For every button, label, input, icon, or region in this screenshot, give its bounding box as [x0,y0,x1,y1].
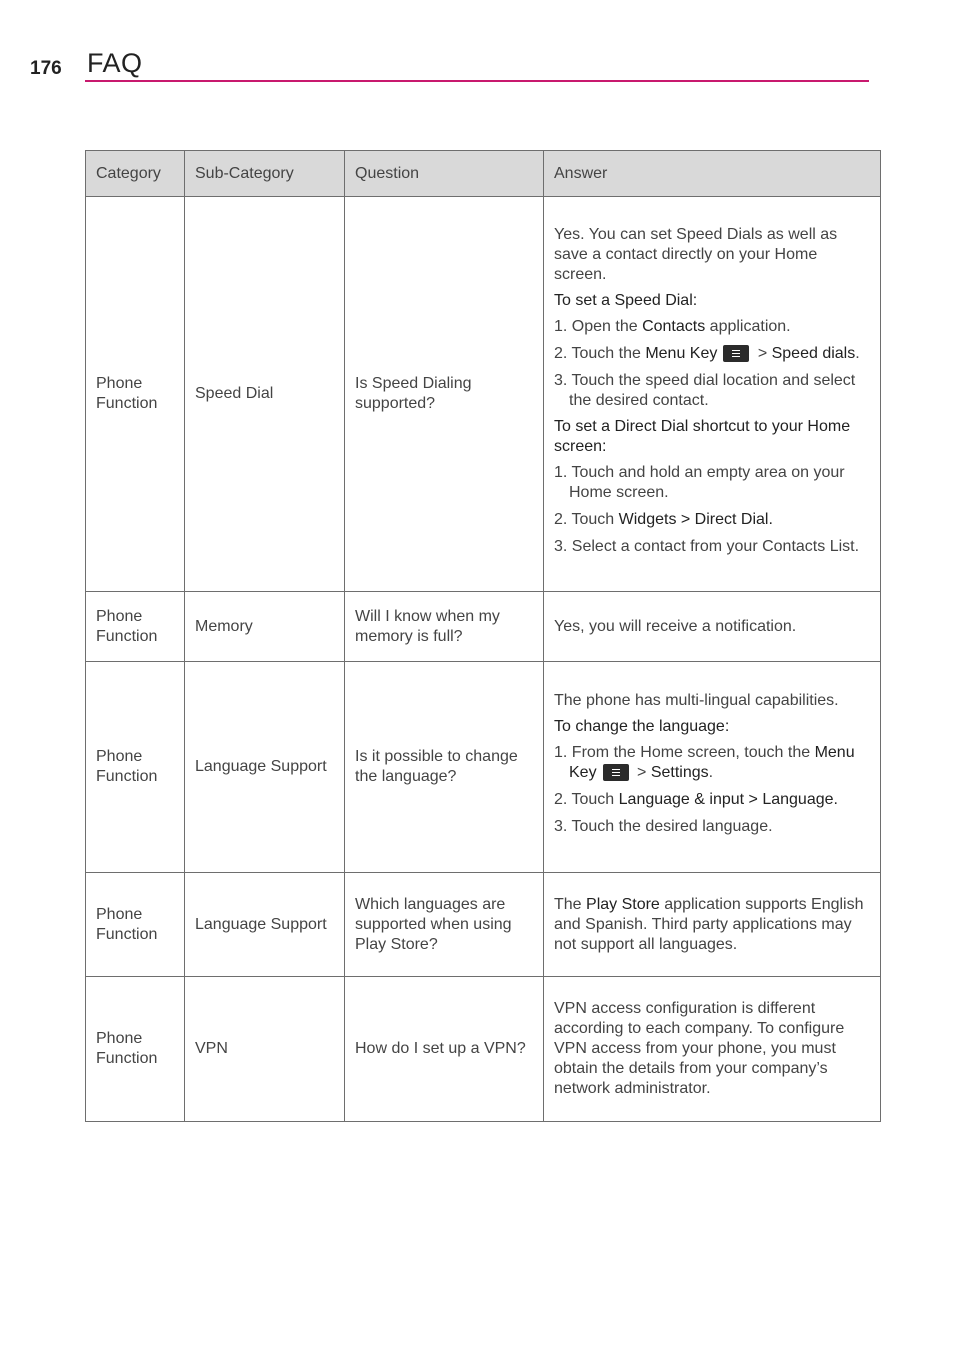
cell-category: Phone Function [86,592,185,662]
column-header-answer: Answer [544,151,881,197]
cell-subcategory: Language Support [185,662,345,873]
menu-key-icon [723,345,749,362]
answer-keyword: Play Store [586,895,660,913]
step-text: Open the [571,318,643,335]
page-title: FAQ [87,48,143,78]
menu-key-icon [603,764,629,781]
table-header-row [86,151,881,197]
cell-category: Phone Function [86,197,185,592]
cell-answer: Yes, you will receive a notification. [544,592,881,662]
step-text: From the Home screen, touch the [571,744,815,761]
step-text: Touch the [571,345,646,362]
page-number: 176 [30,58,62,79]
table-row [86,873,881,977]
step-text: application. [705,318,791,335]
cell-answer [544,197,881,592]
cell-question: Is it possible to change the language? [345,662,544,873]
list-item: 2. Touch Widgets > Direct Dial. [554,511,773,528]
faq-table [85,150,881,1122]
table-row [86,592,881,662]
table-row [86,197,881,592]
step-text: . [708,764,714,781]
cell-category: Phone Function [86,873,185,977]
answer-heading: To set a Direct Dial shortcut to your Home screen: [554,418,851,455]
cell-question: Is Speed Dialing supported? [345,197,544,592]
list-item: 3. Touch the speed dial location and select the desired contact. [554,372,856,409]
list-item: 1. Touch and hold an empty area on your Home screen. [554,464,845,501]
table-row [86,662,881,873]
list-item: 2. Touch Language & input > Language. [554,791,838,808]
step-text: Select a contact from your Contacts List. [571,538,860,555]
answer-heading: To set a Speed Dial: [554,292,698,309]
step-text: Touch and hold an empty area on your Home screen. [569,464,845,501]
cell-question: Which languages are supported when using Play Store? [345,873,544,977]
answer-intro: Yes. You can set Speed Dials as well as save a contact directly on your Home screen. [554,226,838,283]
answer-text: The [554,895,587,913]
column-header-category: Category [86,151,185,197]
step-text: Touch the speed dial location and select the desired contact. [569,372,856,409]
step-list [554,463,870,557]
cell-subcategory: Speed Dial [185,197,345,592]
step-list [554,317,870,411]
step-keyword: Speed dials [771,345,856,362]
column-header-question: Question [345,151,544,197]
cell-answer [544,662,881,873]
step-keyword: Settings [650,764,709,781]
cell-subcategory: VPN [185,977,345,1122]
cell-subcategory: Memory [185,592,345,662]
step-list [554,743,870,837]
title-rule [85,80,869,82]
step-text: > [753,345,772,362]
cell-answer: VPN access configuration is different according to each company. To configure VPN access from your phone, you must obtain the details from your company’s network administrator. [544,977,881,1122]
step-text: . [855,345,860,362]
list-item: 1. From the Home screen, touch the Menu Key > Settings. [554,744,855,781]
answer-intro: The phone has multi-lingual capabilities. [554,692,839,709]
step-text: Touch [571,511,619,528]
cell-answer [544,873,881,977]
answer-heading: To change the language: [554,718,730,735]
column-header-subcategory: Sub-Category [185,151,345,197]
step-keyword: Menu Key [645,345,718,362]
list-item: 3. Touch the desired language. [554,818,773,835]
step-keyword: Language & input > Language. [618,791,838,808]
step-text: Touch the desired language. [571,818,773,835]
step-keyword: Contacts [642,318,706,335]
cell-category: Phone Function [86,662,185,873]
step-keyword: Widgets > Direct Dial. [618,511,773,528]
list-item: 3. Select a contact from your Contacts List. [554,538,860,555]
cell-question: Will I know when my memory is full? [345,592,544,662]
cell-subcategory: Language Support [185,873,345,977]
cell-category: Phone Function [86,977,185,1122]
table-row [86,977,881,1122]
step-keyword: Menu Key [569,744,855,781]
step-text: > [632,764,651,781]
step-text: Touch [571,791,619,808]
cell-question: How do I set up a VPN? [345,977,544,1122]
list-item: 2. Touch the Menu Key > Speed dials. [554,345,860,362]
list-item: 1. Open the Contacts application. [554,318,791,335]
answer-text: application supports English and Spanish. Third party applications may not support all languages. [554,895,864,953]
